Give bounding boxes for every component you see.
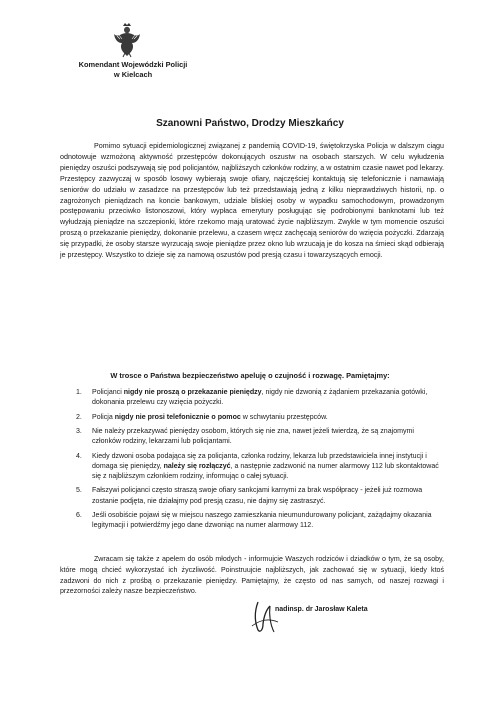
tip-emphasis: nigdy nie proszą o przekazanie pieniędzy — [123, 389, 262, 396]
polish-eagle-emblem — [112, 22, 142, 58]
appeal-heading: W trosce o Państwa bezpieczeństwo apeluję o czujność i rozwagę. Pamiętajmy: — [110, 371, 390, 380]
intro-paragraph: Pomimo sytuacji epidemiologicznej związanej z pandemią COVID-19, świętokrzyska Policja w dalszym ciągu odnotowuje wzmożoną aktywność przestępców dokonujących oszustw na osobach starszych. W celu wyłudzenia pieniędzy oszuści podszywają się pod policjantów, najbliższych członków rodziny, a w ostatnim czasie nawet pod lekarzy. Przestępcy zazwyczaj w sposób losowy wybierają swoje ofiary, najczęściej kontaktują się telefonicznie i namawiają seniorów do udziału w zasadzce na przestępców lub też przedstawiają jedną z kilku nieprawdziwych historii, np. o zagrożonych pieniądzach na koncie bankowym, udziale bliskiej osoby w wypadku samochodowym, prowadzonym postępowaniu przeciwko listonoszowi, który wypłaca emerytury posługując się podrobionymi banknotami lub też wyłudzają pieniądze na szczepionki, które rzekomo mają uratować życie najbliższym. Zwykle w tym momencie oszuści proszą o przekazanie pieniędzy, dokonanie przelewu, a czasem wręcz zachęcają seniorów do wzięcia pożyczki. Zdarzają się przypadki, że osoby starsze wyrzucają swoje pieniądze przez okno lub wrzucają je do kosza na śmieci skąd odbierają je przestępcy. Wszystko to dzieje się za namową oszustów pod presją czasu i towarzyszących emocji. — [60, 142, 444, 260]
intro-section — [60, 141, 444, 261]
tip-item — [60, 427, 444, 447]
signatory-name: nadinsp. dr Jarosław Kaleta — [275, 606, 368, 613]
tip-number: 4. — [76, 452, 82, 460]
tip-number: 3. — [76, 427, 82, 435]
greeting: Szanowni Państwo, Drodzy Mieszkańcy — [156, 118, 344, 129]
tip-text: Nie należy przekazywać pieniędzy osobom, których się nie zna, nawet jeżeli twierdzą, że są znajomymi członków rodziny, lekarzami lub policjantami. — [92, 427, 414, 446]
tip-number: 5. — [76, 487, 82, 495]
tip-text: Kiedy dzwoni osoba podająca się za policjanta, członka rodziny, lekarza lub przedstawiciela innej instytucji i domaga się pieniędzy, — [92, 452, 427, 470]
closing-section — [60, 555, 444, 598]
tip-text: w schwytaniu przestępców. — [240, 413, 328, 421]
tip-emphasis: nigdy nie prosi telefonicznie o pomoc — [114, 413, 241, 421]
tip-text: , nigdy nie dzwonią z żądaniem przekazania gotówki, dokonania przelewu czy wzięcia pożyczki. — [92, 389, 428, 407]
tip-number: 2. — [76, 413, 82, 421]
tip-emphasis: należy się rozłączyć — [163, 462, 231, 470]
office-city: w Kielcach — [113, 70, 153, 79]
tip-item — [60, 413, 444, 423]
handwritten-signature — [248, 596, 300, 636]
tip-text: Policja — [92, 413, 115, 421]
tip-text: , a następnie zadzwonić na numer alarmowy 112 lub skontaktować się z najbliższym członkiem rodziny, informując o całej sytuacji. — [92, 462, 439, 480]
office-title: Komendant Wojewódzki Policji — [78, 60, 188, 69]
tip-item — [60, 486, 444, 506]
closing-paragraph: Zwracam się także z apelem do osób młodych - informujcie Waszych rodziców i dziadków o tym, że są osoby, które mogą chcieć wykorzystać ich życzliwość. Poinstruujcie najbliższych, jak zachować się w sytuacji, kiedy ktoś zadzwoni do nich z prośbą o przekazanie pieniędzy. Pamiętajmy, że często od nas samych, od naszej rozwagi i przezorności zależy nasze bezpieczeństwo. — [60, 556, 444, 596]
tip-item — [60, 511, 444, 531]
tip-text: Jeśli osobiście pojawi się w miejscu naszego zamieszkania nieumundurowany policjant, zażądajmy okazania legitymacji i potwierdźmy jego dane dzwoniąc na numer alarmowy 112. — [92, 511, 432, 530]
tip-number: 6. — [76, 511, 82, 519]
tip-text: Fałszywi policjanci często straszą swoje ofiary sankcjami karnymi za brak współpracy - jeżeli już rozmowa zostanie podjęta, nie działajmy pod presją czasu, nie dajmy się zastraszyć. — [92, 487, 423, 505]
tip-item — [60, 452, 444, 483]
tip-text: Policjanci — [92, 389, 124, 396]
safety-tips-list — [60, 388, 444, 536]
tip-number: 1. — [76, 389, 82, 396]
tip-item — [60, 388, 444, 408]
issuing-office — [58, 60, 208, 80]
